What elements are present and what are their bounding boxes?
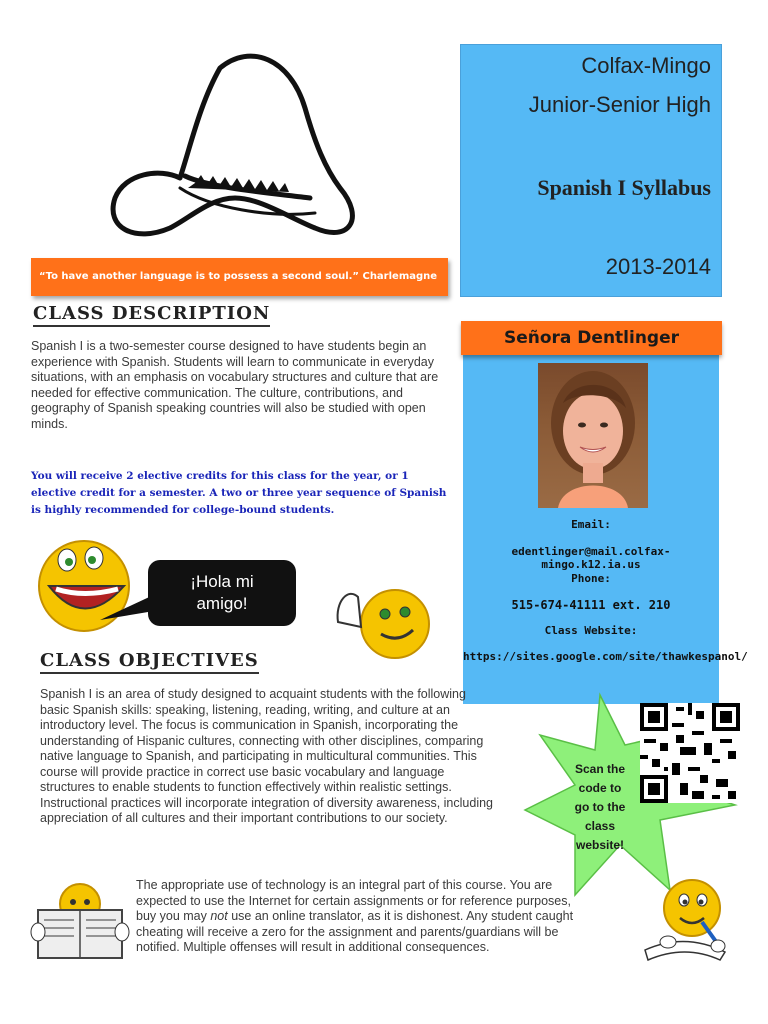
- scan-line-1: Scan the: [574, 762, 625, 776]
- technology-emphasis: not: [210, 909, 228, 923]
- scan-line-3: go to the: [574, 800, 626, 814]
- writing-smiley-icon: [640, 872, 730, 962]
- technology-text-part1: The appropriate use of technology is an integral part of this course. You are expected to use the Internet for certain assignments or for reference purposes, buy you may: [136, 878, 571, 923]
- speech-line-1: ¡Hola mi: [190, 572, 254, 591]
- class-objectives-text: Spanish I is an area of study designed to acquaint students with the following basic Spanish skills: speaking, listening, reading, writing, and culture at an introductory level. The focus is communication in Spanish, incorporating the understanding of Hispanic cultures, connecting with other disciplines, comparing native language to Spanish, and participating in multicultural communities. This course will provide practice in correct use basic vocabulary and language structures to enable students to function effectively within realistic settings. Instructional practices will incorporate integration of diversity awareness, including appreciation of all cultures and their important contributions to our society.: [40, 687, 493, 825]
- qr-code[interactable]: [640, 703, 740, 803]
- teacher-name: Señora Dentlinger: [461, 321, 722, 355]
- reading-smiley-icon: [30, 882, 130, 962]
- technology-text-part2: use an online translator, as it is dishonest. Any student caught cheating will receive a zero for the assignment and parents/guardians will be notified. Multiple offenses will result in additional consequences.: [136, 909, 574, 954]
- school-name: Colfax-Mingo: [581, 53, 711, 78]
- scan-line-2: code to: [578, 781, 622, 795]
- sombrero-illustration: [100, 48, 380, 248]
- quote-banner: “To have another language is to possess a second soul.” Charlemagne: [31, 258, 448, 296]
- speech-line-2: amigo!: [196, 594, 248, 613]
- syllabus-title: Spanish I Syllabus: [537, 175, 711, 200]
- website-link[interactable]: https://sites.google.com/site/thawkespanol/: [463, 650, 748, 663]
- school-level: Junior-Senior High: [528, 92, 711, 117]
- class-objectives-heading: CLASS OBJECTIVES: [40, 650, 259, 674]
- email-label: Email:: [571, 518, 611, 531]
- waving-smiley-icon: [333, 582, 433, 662]
- technology-policy-text: [136, 878, 591, 956]
- speech-bubble: [148, 560, 296, 626]
- phone-number: 515-674-41111 ext. 210: [511, 598, 671, 612]
- email-link[interactable]: edentlinger@mail.colfax-mingo.k12.ia.us: [511, 545, 671, 571]
- scan-instructions: [565, 760, 635, 855]
- credits-note: You will receive 2 elective credits for this class for the year, or 1 elective credit for a semester. A two or three year sequence of Spanish is highly recommended for college-bound students.: [31, 470, 447, 516]
- teacher-photo: [538, 363, 648, 508]
- phone-label: Phone:: [571, 572, 611, 585]
- website-label: Class Website:: [544, 624, 638, 637]
- school-year: 2013-2014: [605, 254, 711, 279]
- class-description-text: Spanish I is a two-semester course designed to have students begin an experience with Spanish. Students will learn to communicate in everyday situations, with an emphasis on vocabulary structures and culture that are needed for effective communication. The culture, contributions, and geography of Spanish speaking countries will also be studied with open minds.: [31, 339, 439, 431]
- class-description-heading: CLASS DESCRIPTION: [33, 303, 270, 327]
- scan-line-4: class website!: [575, 819, 624, 852]
- title-panel: [460, 44, 722, 297]
